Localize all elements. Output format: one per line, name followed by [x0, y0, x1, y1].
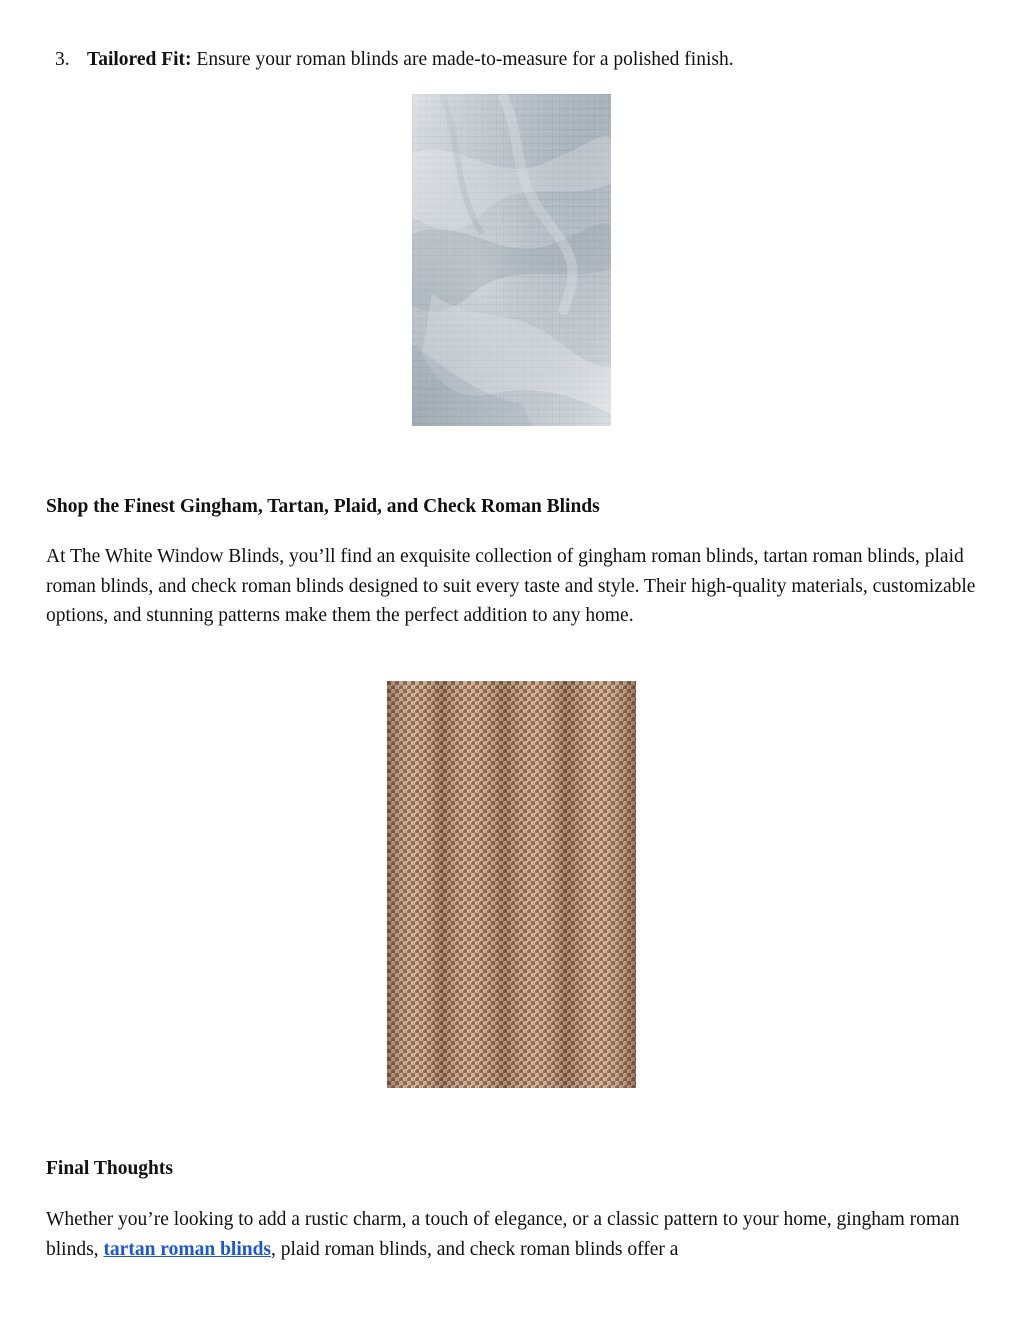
tip-text: Ensure your roman blinds are made-to-measure for a polished finish.	[196, 49, 734, 70]
section-heading-shop: Shop the Finest Gingham, Tartan, Plaid, and Check Roman Blinds	[46, 496, 600, 517]
tartan-roman-blinds-link[interactable]: tartan roman blinds	[103, 1238, 272, 1260]
final-paragraph	[46, 1205, 978, 1264]
tip-item-tailored-fit	[55, 47, 734, 73]
linen-fabric-image	[412, 94, 611, 426]
shop-paragraph: At The White Window Blinds, you’ll find an exquisite collection of gingham roman blinds, tartan roman blinds, plaid roman blinds, and check roman blinds designed to suit every taste and style. Their high-quality materials, customizable options, and stunning patterns make them the perfect addition to any home.	[46, 546, 976, 626]
linen-fabric-photo-icon	[412, 94, 611, 426]
houndstooth-fabric-photo-icon	[387, 681, 636, 1088]
houndstooth-fabric-image	[387, 681, 636, 1088]
list-number: 3.	[55, 49, 70, 70]
section-heading-final-thoughts: Final Thoughts	[46, 1158, 173, 1179]
final-paragraph-end: , plaid roman blinds, and check roman blinds offer a	[271, 1238, 679, 1260]
tip-title: Tailored Fit:	[87, 49, 192, 70]
final-paragraph-start: Whether you’re looking to add a rustic charm, a touch of elegance, or a classic pattern to your home, gingham roman blinds,	[46, 1209, 960, 1260]
